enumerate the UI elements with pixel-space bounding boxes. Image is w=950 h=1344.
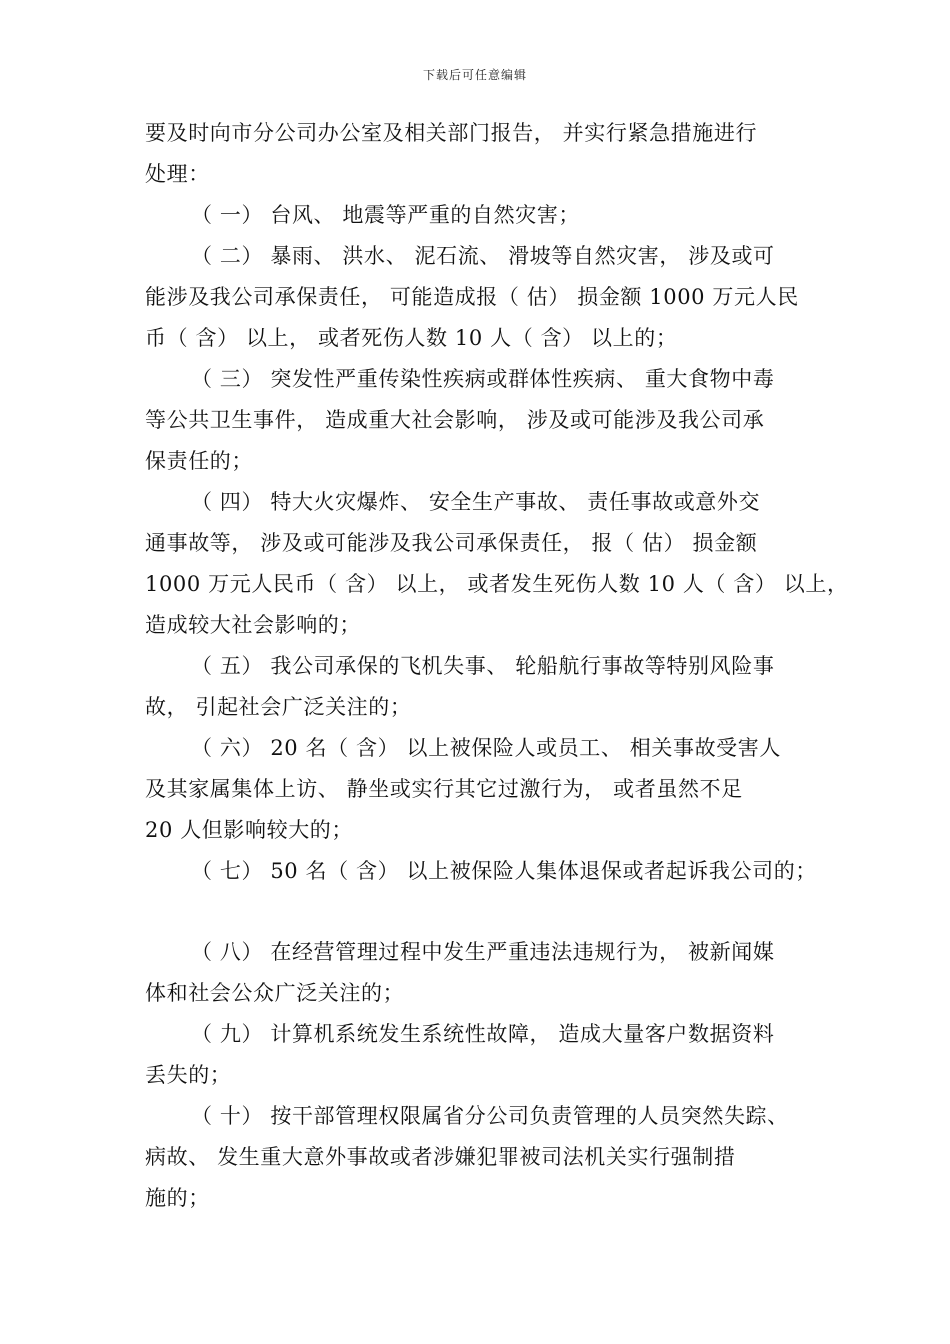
text-line: 造成较大社会影响的；	[145, 613, 361, 637]
text-line: （ 七） 50 名（ 含） 以上被保险人集体退保或者起诉我公司的；	[191, 859, 817, 883]
text-line: 病故、 发生重大意外事故或者涉嫌犯罪被司法机关实行强制措	[145, 1145, 736, 1169]
text-line: （ 一） 台风、 地震等严重的自然灾害；	[191, 203, 581, 227]
text-line: （ 八） 在经营管理过程中发生严重违法违规行为， 被新闻媒	[191, 940, 775, 964]
text-line: （ 六） 20 名（ 含） 以上被保险人或员工、 相关事故受害人	[191, 736, 781, 760]
text-line: 20 人但影响较大的；	[145, 818, 353, 842]
text-line: 等公共卫生事件， 造成重大社会影响， 涉及或可能涉及我公司承	[145, 408, 765, 432]
text-line: （ 五） 我公司承保的飞机失事、 轮船航行事故等特别风险事	[191, 654, 775, 678]
text-line: 及其家属集体上访、 静坐或实行其它过激行为， 或者虽然不足	[145, 777, 743, 801]
text-line: 保责任的；	[145, 449, 253, 473]
text-line: 故， 引起社会广泛关注的；	[145, 695, 412, 719]
text-line: （ 四） 特大火灾爆炸、 安全生产事故、 责任事故或意外交	[191, 490, 761, 514]
text-line: 要及时向市分公司办公室及相关部门报告， 并实行紧急措施进行	[145, 121, 758, 145]
text-line: 处理：	[145, 162, 210, 186]
text-line: 体和社会公众广泛关注的；	[145, 981, 405, 1005]
text-line: 丢失的；	[145, 1063, 232, 1087]
text-line: 能涉及我公司承保责任， 可能造成报（ 估） 损金额 1000 万元人民	[145, 285, 799, 309]
page-header-note: 下载后可任意编辑	[422, 68, 527, 82]
text-line: （ 三） 突发性严重传染性疾病或群体性疾病、 重大食物中毒	[191, 367, 775, 391]
text-line: （ 二） 暴雨、 洪水、 泥石流、 滑坡等自然灾害， 涉及或可	[191, 244, 775, 268]
text-line: （ 十） 按干部管理权限属省分公司负责管理的人员突然失踪、	[191, 1104, 789, 1128]
text-line: 施的；	[145, 1186, 210, 1210]
text-line: 1000 万元人民币（ 含） 以上， 或者发生死伤人数 10 人（ 含） 以上，	[145, 572, 849, 596]
text-line: 币（ 含） 以上， 或者死伤人数 10 人（ 含） 以上的；	[145, 326, 678, 350]
text-line: 通事故等， 涉及或可能涉及我公司承保责任， 报（ 估） 损金额	[145, 531, 758, 555]
text-line: （ 九） 计算机系统发生系统性故障， 造成大量客户数据资料	[191, 1022, 775, 1046]
